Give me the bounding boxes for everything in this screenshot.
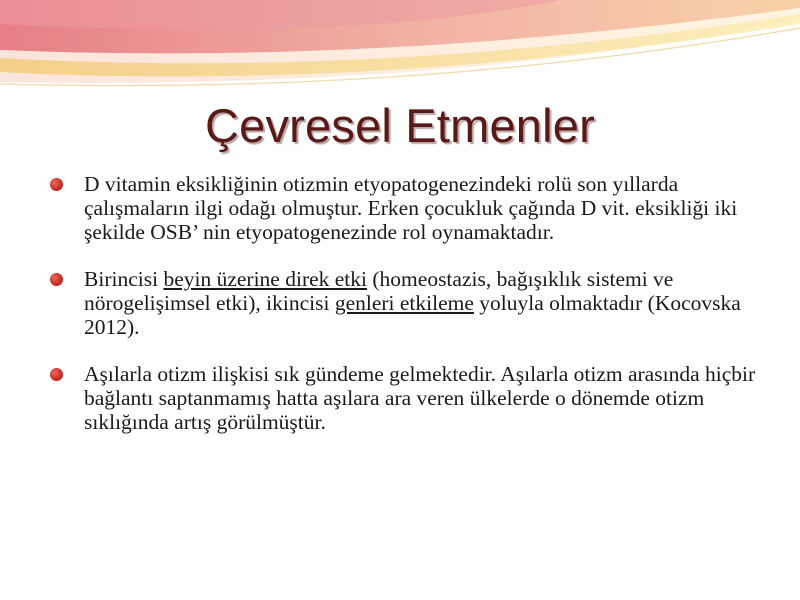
underlined-phrase-brain-effect: beyin üzerine direk etki bbox=[163, 267, 368, 291]
bullet-text-part: (homeostazis, bağışıklık sistemi ve nörogelişimsel etki), ikincisi bbox=[84, 267, 674, 315]
bullet-item bbox=[48, 362, 758, 434]
bullet-item bbox=[48, 267, 758, 339]
bullet-list bbox=[48, 172, 758, 457]
bullet-dot-icon bbox=[50, 178, 63, 191]
bullet-text: Aşılarla otizm ilişkisi sık gündeme gelmektedir. Aşılarla otizm arasında hiçbir bağlantı saptanmamış hatta aşılara ara veren ülkelerde o dönemde otizm sıklığında artış görülmüştür. bbox=[84, 362, 756, 434]
bullet-text-part: yoluyla olmaktadır (Kocovska 2012). bbox=[84, 291, 741, 339]
header-wave-decoration bbox=[0, 0, 800, 110]
bullet-item bbox=[48, 172, 758, 244]
bullet-dot-icon bbox=[50, 368, 63, 381]
bullet-text: D vitamin eksikliğinin otizmin etyopatogenezindeki rolü son yıllarda çalışmaların ilgi odağı olmuştur. Erken çocukluk çağında D vit. eksikliği iki şekilde OSB’ nin etyopatogenezinde rol oynamaktadır. bbox=[84, 172, 738, 244]
bullet-text-part: Birincisi bbox=[84, 267, 164, 291]
bullet-dot-icon bbox=[50, 273, 63, 286]
underlined-phrase-gene-effect: genleri etkileme bbox=[334, 291, 474, 315]
slide-title: Çevresel Etmenler bbox=[205, 99, 595, 152]
